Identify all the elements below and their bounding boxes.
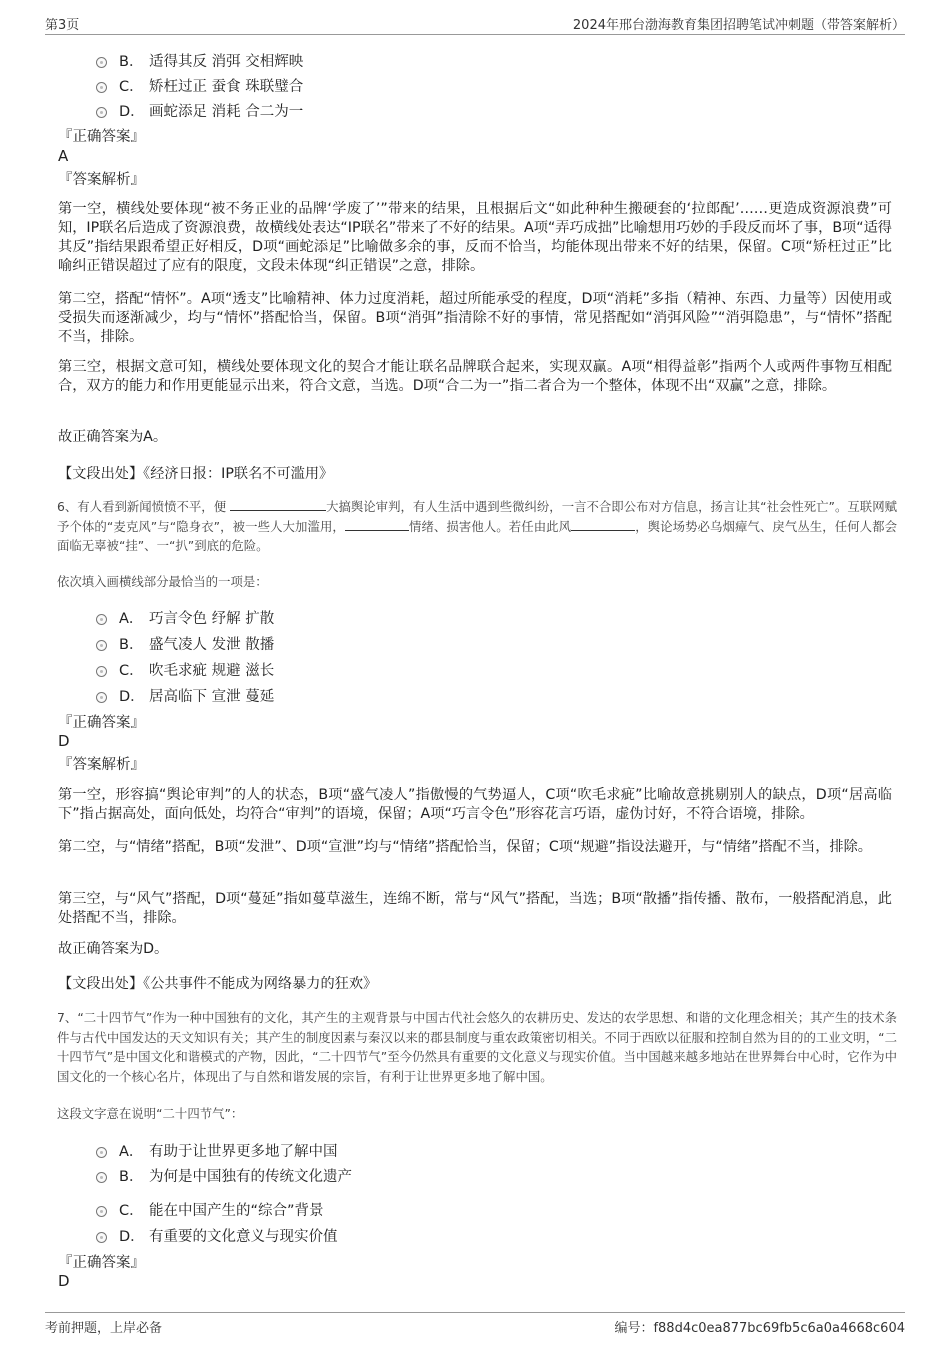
q7-answer: D — [58, 1272, 70, 1290]
radio-icon[interactable] — [96, 1232, 107, 1243]
q5-answer: A — [58, 147, 69, 165]
q6-source: 【文段出处】《公共事件不能成为网络暴力的狂欢》 — [58, 976, 378, 992]
radio-icon[interactable] — [96, 1206, 107, 1217]
q5-conclusion: 故正确答案为A。 — [58, 429, 168, 445]
q6-conclusion: 故正确答案为D。 — [58, 941, 169, 957]
q7-option-c[interactable]: C． 能在中国产生的“综合”背景 — [96, 1199, 324, 1220]
page-footer — [45, 1312, 905, 1341]
blank-3 — [571, 518, 635, 531]
radio-icon[interactable] — [96, 666, 107, 677]
radio-icon[interactable] — [96, 57, 107, 68]
document-code: 编号：f88d4c0ea877bc69fb5c6a0a4668c604 — [614, 1321, 905, 1336]
q6-stem: 6、有人看到新闻愤愤不平，便 大搞舆论审判，有人生活中遇到些微纠纷，一言不合即公布对方信息，扬言让其“社会性死亡”。互联网赋予个体的“麦克风”与“隐身衣”，被一些人大加滥用， 情绪、损害他人。若任由此风 ，舆论场势必乌烟瘴气、戾气丛生，任何人都会面临无辜被“挂”、一“扒”到底的危险。 — [57, 499, 898, 553]
radio-icon[interactable] — [96, 107, 107, 118]
blank-2 — [345, 518, 409, 531]
q7-prompt: 这段文字意在说明“二十四节气”： — [57, 1106, 244, 1121]
radio-icon[interactable] — [96, 82, 107, 93]
radio-icon[interactable] — [96, 640, 107, 651]
q6-answer: D — [58, 732, 70, 750]
radio-icon[interactable] — [96, 1172, 107, 1183]
q7-stem: 7、“二十四节气”作为一种中国独有的文化，其产生的主观背景与中国古代社会悠久的农耕历史、发达的农学思想、和谐的文化理念相关；其产生的技术条件与古代中国发达的天文知识有关；其产生的制度因素与秦汉以来的郡县制度与重农政策密切相关。不同于西欧以征服和控制自然为目的的工业文明，“二十四节气”是中国文化和谐模式的产物，因此，“二十四节气”至今仍然具有重要的文化意义与现实价值。当中国越来越多地站在世界舞台中心时，它作为中国文化的一个核心名片，体现出了与自然和谐发展的宗旨，有利于让世界更多地了解中国。 — [57, 1010, 897, 1084]
page-number: 第3页 — [45, 18, 80, 33]
q7-option-d[interactable]: D． 有重要的文化意义与现实价值 — [96, 1225, 338, 1246]
q6-analysis-tag: 『答案解析』 — [58, 757, 145, 773]
q7-option-a[interactable]: A． 有助于让世界更多地了解中国 — [96, 1140, 338, 1161]
q5-analysis-tag: 『答案解析』 — [58, 172, 145, 188]
radio-icon[interactable] — [96, 692, 107, 703]
q7-option-b[interactable]: B． 为何是中国独有的传统文化遗产 — [96, 1165, 352, 1186]
q6-analysis-para-3: 第三空，与“风气”搭配，D项“蔓延”指如蔓草滋生，连绵不断，常与“风气”搭配，当选；B项“散播”指传播、散布，一般搭配消息，此处搭配不当，排除。 — [58, 891, 892, 926]
q6-option-a[interactable]: A． 巧言令色 纾解 扩散 — [96, 607, 274, 628]
q5-analysis-para-3: 第三空，根据文意可知，横线处要体现文化的契合才能让联名品牌联合起来，实现双赢。A项“相得益彰”指两个人或两件事物互相配合，双方的能力和作用更能显示出来，符合文意，当选。D项“合二为一”指二者合为一个整体，体现不出“双赢”之意，排除。 — [58, 359, 892, 394]
q5-option-b[interactable]: B． 适得其反 消弭 交相辉映 — [96, 50, 303, 71]
q5-source: 【文段出处】《经济日报：IP联名不可滥用》 — [58, 466, 334, 482]
q5-analysis-para-2: 第二空，搭配“情怀”。A项“透支”比喻精神、体力过度消耗，超过所能承受的程度，D项“消耗”多指（精神、东西、力量等）因使用或受损失而逐渐减少，均与“情怀”搭配恰当，保留。B项“消弭”指清除不好的事情，常见搭配如“消弭风险”“消弭隐患”，与“情怀”搭配不当，排除。 — [58, 291, 892, 345]
q6-option-c[interactable]: C． 吹毛求疵 规避 滋长 — [96, 659, 274, 680]
q5-option-d[interactable]: D． 画蛇添足 消耗 合二为一 — [96, 100, 303, 121]
q7-answer-tag: 『正确答案』 — [58, 1255, 145, 1271]
blank-1 — [230, 498, 326, 511]
q6-answer-tag: 『正确答案』 — [58, 715, 145, 731]
q6-analysis-para-2: 第二空，与“情绪”搭配，B项“发泄”、D项“宣泄”均与“情绪”搭配恰当，保留；C项“规避”指设法避开，与“情绪”搭配不当，排除。 — [58, 839, 872, 855]
q5-analysis-para-1: 第一空，横线处要体现“被不务正业的品牌‘学废了’”带来的结果，且根据后文“如此种种生搬硬套的‘拉郎配’……更造成资源浪费”可知，IP联名后造成了资源浪费，故横线处表达“IP联名”带来了不好的结果。A项“弄巧成拙”比喻想用巧妙的手段反而坏了事，B项“适得其反”指结果跟希望正好相反，D项“画蛇添足”比喻做多余的事，反而不恰当，均能体现出带来不好的结果，保留。C项“矫枉过正”比喻纠正错误超过了应有的限度，文段未体现“纠正错误”之意，排除。 — [58, 201, 892, 274]
q5-answer-tag: 『正确答案』 — [58, 129, 145, 145]
q5-option-c[interactable]: C． 矫枉过正 蚕食 珠联璧合 — [96, 75, 303, 96]
q6-option-b[interactable]: B． 盛气凌人 发泄 散播 — [96, 633, 274, 654]
radio-icon[interactable] — [96, 614, 107, 625]
q6-prompt: 依次填入画横线部分最恰当的一项是： — [57, 574, 268, 589]
document-title: 2024年邢台渤海教育集团招聘笔试冲刺题（带答案解析） — [572, 18, 905, 33]
radio-icon[interactable] — [96, 1147, 107, 1158]
q6-analysis-para-1: 第一空，形容搞“舆论审判”的人的状态，B项“盛气凌人”指傲慢的气势逼人，C项“吹毛求疵”比喻故意挑剔别人的缺点，D项“居高临下”指占据高处，面向低处，均符合“审判”的语境，保留；A项“巧言令色”形容花言巧语，虚伪讨好，不符合语境，排除。 — [58, 787, 892, 822]
q6-option-d[interactable]: D． 居高临下 宣泄 蔓延 — [96, 685, 274, 706]
footer-slogan: 考前押题，上岸必备 — [45, 1321, 163, 1336]
